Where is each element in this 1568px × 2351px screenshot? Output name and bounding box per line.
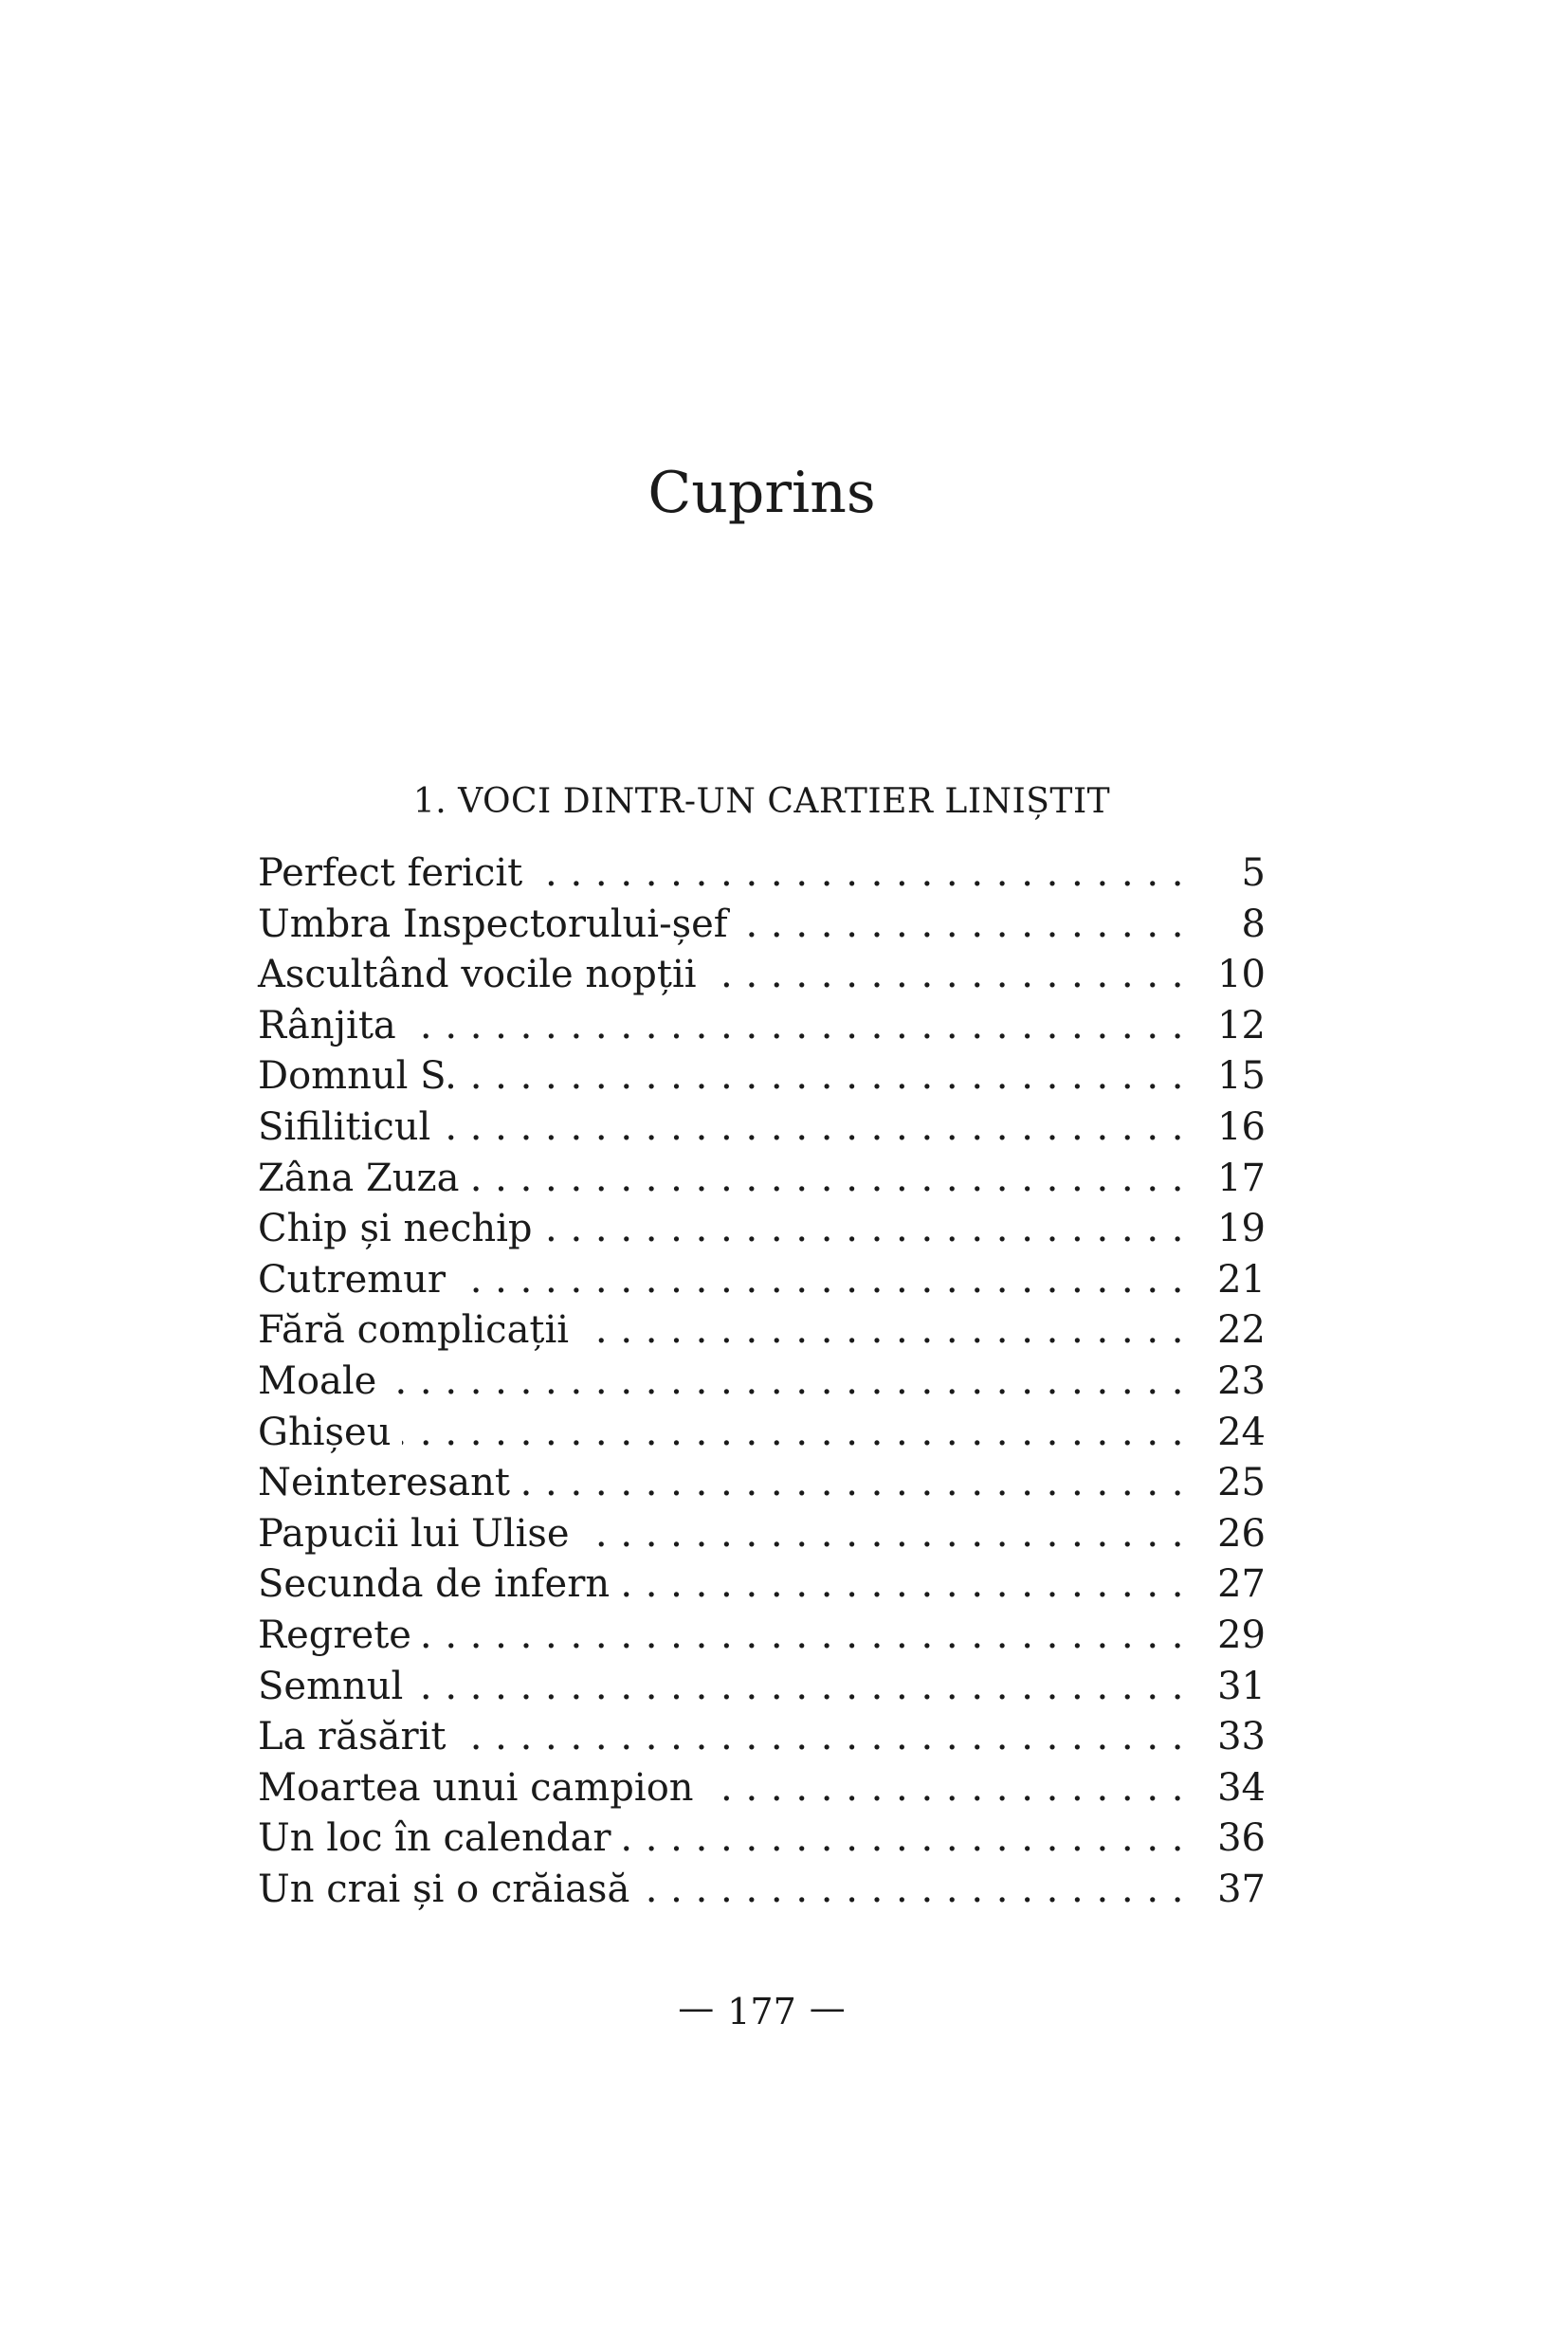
toc-entry xyxy=(258,1408,1266,1459)
toc-entry xyxy=(258,1458,1266,1509)
toc-entry-title: Zâna Zuza xyxy=(258,1156,460,1200)
toc-entry-page: 31 xyxy=(1217,1664,1266,1708)
toc-entry-page: 29 xyxy=(1217,1613,1266,1657)
toc-entry-page: 8 xyxy=(1241,902,1266,946)
toc-entry xyxy=(258,900,1266,951)
toc-list xyxy=(258,848,1266,1915)
toc-entry-title: Domnul S. xyxy=(258,1054,457,1099)
toc-entry xyxy=(258,1103,1266,1154)
toc-entry-page: 36 xyxy=(1217,1816,1266,1861)
toc-entry-page: 10 xyxy=(1217,953,1266,997)
toc-entry-page: 33 xyxy=(1217,1715,1266,1759)
toc-entry-title: Regrete xyxy=(258,1613,411,1657)
toc-entry-page: 19 xyxy=(1217,1207,1266,1251)
dot-leader xyxy=(705,1763,1184,1814)
toc-entry-page: 25 xyxy=(1217,1461,1266,1505)
toc-entry-title: Neinteresant xyxy=(258,1461,510,1505)
dot-leader xyxy=(457,1255,1184,1306)
dot-leader xyxy=(641,1865,1184,1916)
toc-entry xyxy=(258,1813,1266,1865)
toc-entry-title: Secunda de infern xyxy=(258,1562,611,1607)
toc-entry-page: 22 xyxy=(1217,1308,1266,1353)
toc-entry-title: Moartea unui campion xyxy=(258,1765,694,1810)
dot-leader xyxy=(423,1611,1184,1662)
toc-entry-title: Papucii lui Ulise xyxy=(258,1511,570,1556)
dot-leader xyxy=(468,1051,1184,1103)
toc-entry-page: 34 xyxy=(1217,1765,1266,1810)
dot-leader xyxy=(470,1154,1184,1205)
dot-leader xyxy=(739,900,1184,951)
dot-leader xyxy=(580,1305,1184,1357)
dot-leader xyxy=(623,1813,1185,1865)
toc-entry xyxy=(258,1662,1266,1713)
toc-entry-title: Un loc în calendar xyxy=(258,1816,611,1861)
page-title: Cuprins xyxy=(647,460,876,526)
toc-entry xyxy=(258,1001,1266,1052)
dot-leader xyxy=(581,1509,1184,1560)
toc-entry xyxy=(258,1559,1266,1611)
toc-entry xyxy=(258,1204,1266,1255)
section-heading: 1. VOCI DINTR-UN CARTIER LINIȘTIT xyxy=(412,782,1111,821)
dot-leader xyxy=(544,1204,1184,1255)
toc-entry xyxy=(258,1154,1266,1205)
toc-entry-page: 15 xyxy=(1217,1054,1266,1099)
dot-leader xyxy=(414,1662,1184,1713)
toc-entry-page: 5 xyxy=(1241,851,1266,895)
dot-leader xyxy=(402,1408,1184,1459)
toc-entry xyxy=(258,1712,1266,1763)
toc-entry-page: 27 xyxy=(1217,1562,1266,1607)
toc-entry xyxy=(258,950,1266,1001)
dot-leader xyxy=(534,848,1184,900)
toc-entry-title: Fără complicații xyxy=(258,1308,570,1353)
toc-entry-title: Moale xyxy=(258,1358,377,1403)
toc-entry xyxy=(258,1763,1266,1814)
footer-dash-left: — xyxy=(678,1987,715,2029)
toc-entry-title: Ascultând vocile nopții xyxy=(258,953,697,997)
toc-entry-page: 23 xyxy=(1217,1358,1266,1403)
toc-entry-title: Un crai și o crăiasă xyxy=(258,1867,630,1911)
toc-entry-title: Sifiliticul xyxy=(258,1104,431,1149)
footer-page-number: 177 xyxy=(727,1991,796,2032)
dot-leader xyxy=(521,1458,1184,1509)
text-column xyxy=(258,0,1266,2351)
toc-entry xyxy=(258,1051,1266,1103)
toc-entry-page: 16 xyxy=(1217,1104,1266,1149)
toc-entry-title: Rânjita xyxy=(258,1003,396,1048)
toc-entry-page: 26 xyxy=(1217,1511,1266,1556)
toc-entry xyxy=(258,1305,1266,1357)
toc-entry-title: Semnul xyxy=(258,1664,404,1708)
toc-entry-title: Umbra Inspectorului-șef xyxy=(258,902,728,946)
toc-entry xyxy=(258,848,1266,900)
dot-leader xyxy=(388,1357,1184,1408)
toc-entry-page: 37 xyxy=(1217,1867,1266,1911)
dot-leader xyxy=(708,950,1184,1001)
toc-entry xyxy=(258,1255,1266,1306)
dot-leader xyxy=(408,1001,1184,1052)
toc-entry xyxy=(258,1865,1266,1916)
toc-entry-title: Chip și nechip xyxy=(258,1207,533,1251)
page-number-footer xyxy=(258,1987,1266,2032)
toc-entry-title: Ghișeu xyxy=(258,1410,392,1454)
toc-entry-page: 21 xyxy=(1217,1257,1266,1302)
dot-leader xyxy=(442,1103,1184,1154)
dot-leader xyxy=(457,1712,1184,1763)
toc-entry xyxy=(258,1611,1266,1662)
toc-entry-title: La răsărit xyxy=(258,1715,447,1759)
footer-dash-right: — xyxy=(809,1987,846,2029)
toc-entry-page: 12 xyxy=(1217,1003,1266,1048)
dot-leader xyxy=(621,1559,1184,1611)
toc-entry xyxy=(258,1357,1266,1408)
toc-entry-title: Perfect fericit xyxy=(258,851,523,895)
toc-entry-title: Cutremur xyxy=(258,1257,447,1302)
toc-entry-page: 24 xyxy=(1217,1410,1266,1454)
toc-entry-page: 17 xyxy=(1217,1156,1266,1200)
toc-entry xyxy=(258,1509,1266,1560)
